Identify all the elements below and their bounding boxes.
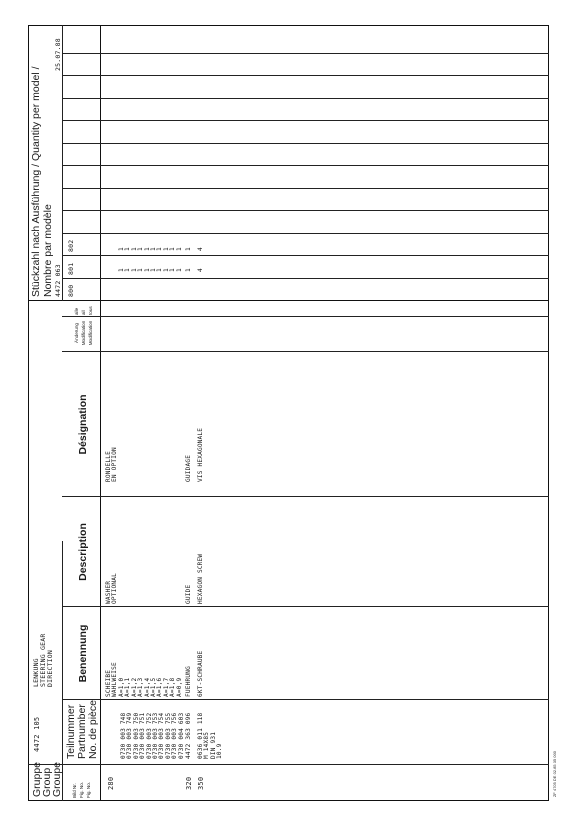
group-name-en: STEERING GEAR xyxy=(39,633,47,687)
col-rule-quantity xyxy=(28,300,549,301)
row-320-fig: 320 xyxy=(185,776,193,790)
row-350-qty-801: 4 xyxy=(197,247,204,251)
row-280-designation: RONDELLE EN OPTION xyxy=(105,447,119,482)
variant-800: 800 xyxy=(67,284,75,297)
partnumber-label-fr: No. de pièce xyxy=(87,700,99,759)
row-320-part: 4472 363 096 xyxy=(185,712,192,759)
group-label-en: Group xyxy=(41,767,53,797)
group-label-fr: Groupe xyxy=(51,761,63,797)
row-320-qty-801: 1 xyxy=(185,247,192,251)
row-280-fig: 280 xyxy=(107,776,115,790)
modification-label-de: Änderung xyxy=(74,323,79,343)
col-rule-designation xyxy=(62,351,549,352)
frame-bottom xyxy=(548,25,549,801)
col-rule-q2 xyxy=(62,255,549,256)
col-rule-q4 xyxy=(62,210,549,211)
frame-right xyxy=(28,25,549,26)
row-320-qty-800: 1 xyxy=(185,268,192,272)
row-280-description: WASHER OPTIONAL xyxy=(105,573,119,604)
col-rule-part xyxy=(62,699,549,700)
row-350-part: 0636 011 118 M 14X85 DIN 931 10.9 xyxy=(197,712,224,759)
header-bottom-rule xyxy=(100,25,101,801)
partnumber-label-en: Partnumber xyxy=(76,704,88,759)
modification-label-en: Modification xyxy=(81,320,86,346)
col-rule-q11 xyxy=(62,53,549,54)
fig-no-label-fr: Fig. No. xyxy=(86,781,91,798)
partnumber-label-de: Teilnummer xyxy=(65,704,77,759)
quantity-header-line2: Nombre par modèle xyxy=(42,204,54,297)
footer-code: ZF 4705 DE 02.85 35 000 xyxy=(553,751,557,797)
col-rule-q6 xyxy=(62,165,549,166)
quantity-model: 4472 063 xyxy=(54,264,62,297)
row-variants-qty-801: 1 1 1 1 1 1 1 1 1 1 xyxy=(118,247,183,251)
group-label-de: Gruppe xyxy=(31,761,43,797)
group-number: 4472 105 xyxy=(33,716,41,752)
row-320-description: GUIDE xyxy=(185,584,192,604)
col-rule-description xyxy=(62,496,549,497)
row-variants-benennung: A=1,0 A=1,1 A=1,2 A=1,3 A=1,4 A=1,5 A=1,6 A=1,7 A=1,8 A=0,9 xyxy=(118,677,183,697)
row-350-fig: 350 xyxy=(197,776,205,790)
row-350-qty-800: 4 xyxy=(197,268,204,272)
quantity-header-line1: Stückzahl nach Ausführung / Quantity per model / xyxy=(30,66,42,297)
variant-801: 801 xyxy=(67,262,75,275)
all-label-fr: tous xyxy=(88,306,93,315)
benennung-header: Benennung xyxy=(77,624,89,683)
row-variants-qty-800: 1 1 1 1 1 1 1 1 1 1 xyxy=(118,268,183,272)
fig-no-label-en: Fig. No. xyxy=(79,781,84,798)
group-name-de: LENKUNG xyxy=(32,658,40,687)
col-rule-q8 xyxy=(62,120,549,121)
col-rule-fig xyxy=(28,764,549,765)
row-350-benennung: 6KT-SCHRAUBE xyxy=(197,650,204,697)
group-name-fr: DIRECTION xyxy=(46,649,54,687)
col-rule-q10 xyxy=(62,75,549,76)
variant-802: 802 xyxy=(67,239,75,252)
quantity-rule xyxy=(62,25,63,301)
fig-no-label-de: Bild Nr. xyxy=(72,783,77,798)
all-label-en: all xyxy=(81,310,86,315)
modification-label-fr: Modification xyxy=(88,320,93,346)
description-header: Description xyxy=(77,523,89,581)
row-variants-part: 0730 003 748 0730 003 749 0730 003 750 0730 003 751 0730 003 752 0730 003 753 0730 003 754 0730 003 755 0730 003 756 0730 004 603 xyxy=(120,712,185,759)
all-label-de: alle xyxy=(74,307,79,315)
col-rule-q9 xyxy=(62,98,549,99)
quantity-date: 25.07.88 xyxy=(54,38,62,71)
row-350-designation: VIS HEXAGONALE xyxy=(197,427,204,482)
col-rule-q3 xyxy=(62,233,549,234)
col-rule-q7 xyxy=(62,143,549,144)
designation-header: Désignation xyxy=(77,394,89,455)
frame-left xyxy=(28,800,549,801)
row-320-benennung: FUEHRUNG xyxy=(185,666,192,697)
col-rule-benennung xyxy=(62,606,549,607)
row-350-description: HEXAGON SCREW xyxy=(197,553,204,604)
col-rule-q1 xyxy=(62,278,549,279)
col-rule-q5 xyxy=(62,188,549,189)
frame-top xyxy=(28,25,29,801)
col-rule-modification xyxy=(62,316,549,317)
row-280-benennung: SCHEIBE WAHLWEISE xyxy=(105,662,119,697)
row-320-designation: GUIDAGE xyxy=(185,454,192,482)
